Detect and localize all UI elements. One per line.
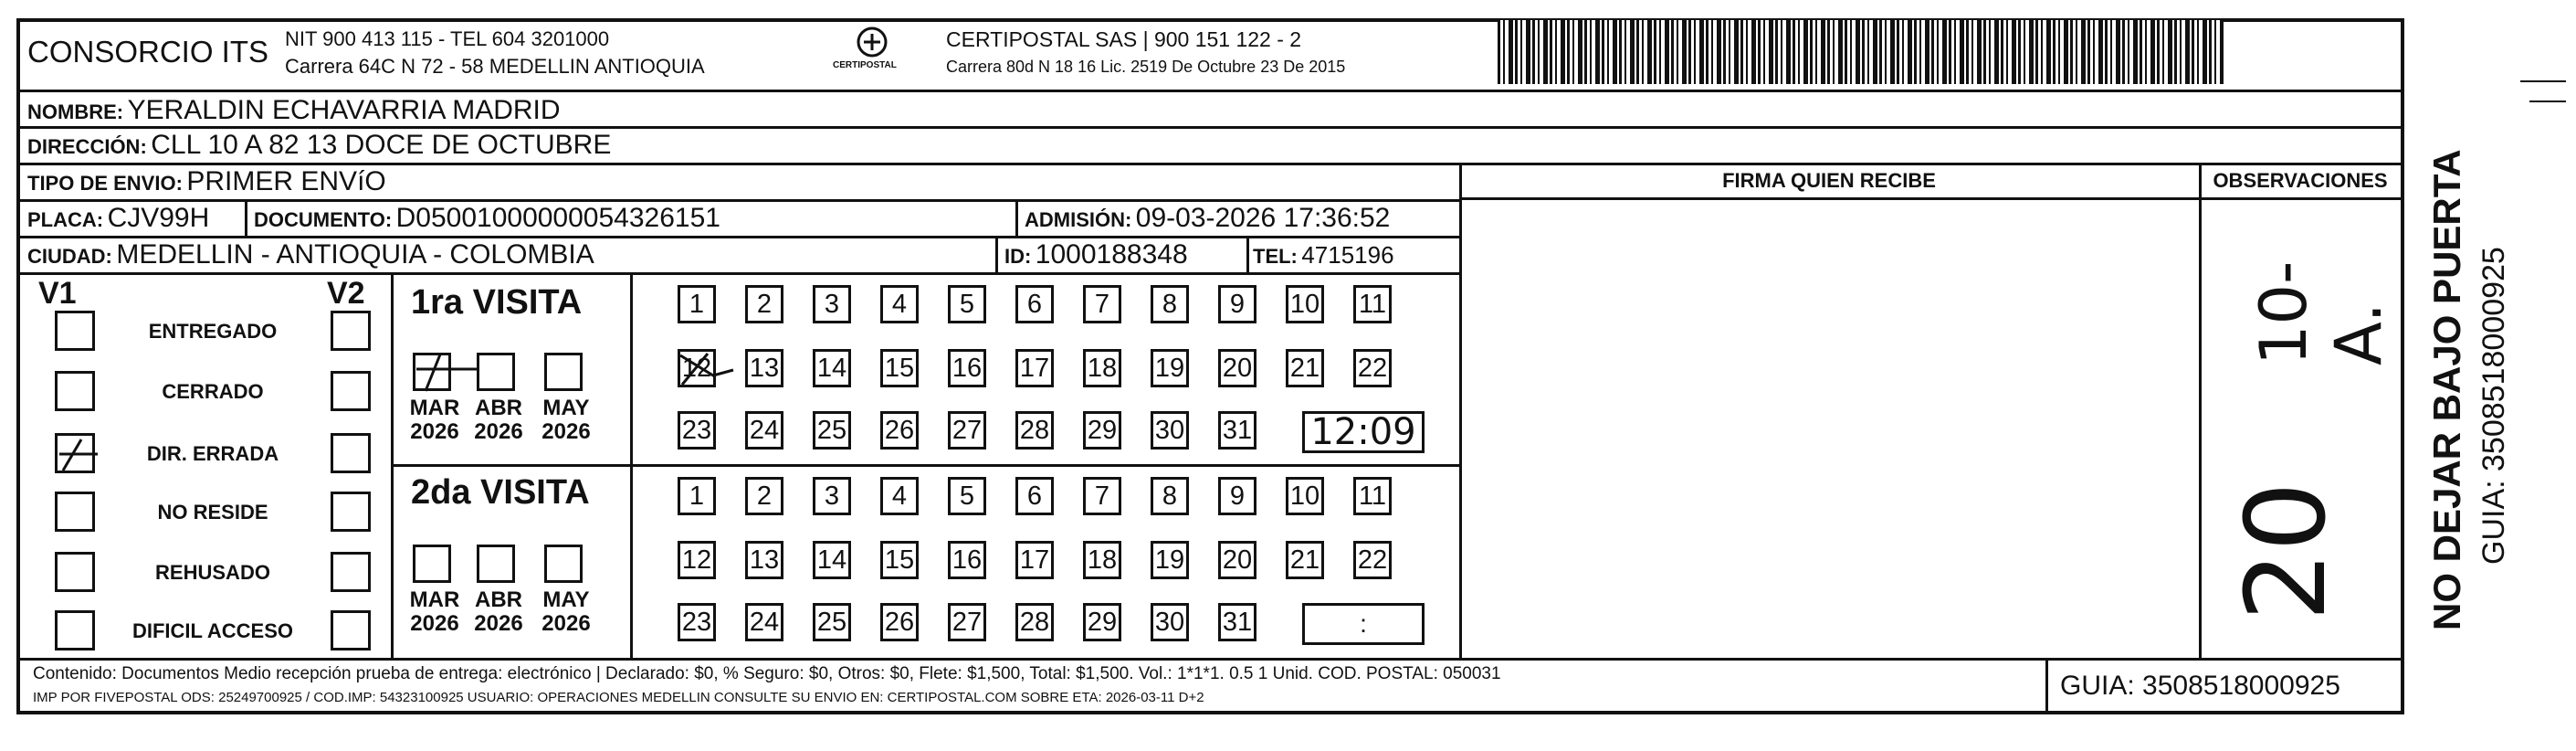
day-box[interactable]: 24 [745, 411, 783, 450]
day-box[interactable]: 18 [1083, 541, 1121, 579]
v1-checkbox[interactable] [55, 610, 95, 651]
company-nit: NIT 900 413 115 - TEL 604 3201000 [285, 27, 610, 50]
month-checkbox[interactable] [413, 353, 451, 391]
day-box[interactable]: 16 [948, 541, 986, 579]
day-box[interactable]: 17 [1015, 349, 1054, 387]
first-visit-time[interactable]: 12:09 [1302, 411, 1425, 453]
day-box[interactable]: 31 [1218, 411, 1256, 450]
v1-checkbox[interactable] [55, 492, 95, 532]
v2-checkbox[interactable] [331, 433, 371, 473]
day-box[interactable]: 23 [678, 603, 716, 641]
placa-field: PLACA: CJV99H [27, 203, 210, 233]
documento-field: DOCUMENTO: D05001000000054326151 [254, 203, 720, 233]
observation-handwriting-1: 10-A. [2246, 260, 2396, 365]
v1-header: V1 [38, 276, 77, 311]
day-box[interactable]: 10 [1286, 285, 1324, 323]
status-label: ENTREGADO [148, 320, 278, 343]
day-box[interactable]: 22 [1353, 349, 1392, 387]
month-checkbox[interactable] [544, 353, 583, 391]
certipostal-logo: CERTIPOSTAL [831, 24, 913, 79]
month-checkbox[interactable] [413, 545, 451, 583]
admision-field: ADMISIÓN: 09-03-2026 17:36:52 [1025, 203, 1391, 233]
day-box[interactable]: 6 [1015, 477, 1054, 515]
day-box[interactable]: 24 [745, 603, 783, 641]
day-box[interactable]: 21 [1286, 349, 1324, 387]
day-box[interactable]: 4 [880, 477, 919, 515]
v1-checkbox[interactable] [55, 552, 95, 592]
v1-checkbox[interactable] [55, 433, 95, 473]
day-box[interactable]: 9 [1218, 477, 1256, 515]
day-box[interactable]: 9 [1218, 285, 1256, 323]
status-label: DIR. ERRADA [146, 442, 279, 465]
day-box[interactable]: 19 [1151, 349, 1189, 387]
day-box[interactable]: 20 [1218, 349, 1256, 387]
second-visit-title: 2da VISITA [411, 473, 590, 512]
day-box[interactable]: 5 [948, 285, 986, 323]
month-label: MAY 2026 [541, 587, 591, 636]
v2-checkbox[interactable] [331, 371, 371, 411]
day-box[interactable]: 1 [678, 285, 716, 323]
month-label: ABR 2026 [474, 587, 523, 636]
day-box[interactable]: 25 [813, 411, 851, 450]
day-box[interactable]: 10 [1286, 477, 1324, 515]
day-box[interactable]: 16 [948, 349, 986, 387]
v2-checkbox[interactable] [331, 311, 371, 351]
day-box[interactable]: 30 [1151, 411, 1189, 450]
month-checkbox[interactable] [477, 353, 515, 391]
day-box[interactable]: 12 [678, 349, 716, 387]
status-label: REHUSADO [155, 561, 270, 584]
day-box[interactable]: 7 [1083, 477, 1121, 515]
footer-contenido: Contenido: Documentos Medio recepción prueba de entrega: electrónico | Declarado: $0, % Seguro: $0, Otros: $0, Flete: $1,500, Total: $1,500. Vol.: 1*1*1. 0.5 1 Unid. COD. POSTAL: 050031 [33, 664, 1501, 683]
month-checkbox[interactable] [544, 545, 583, 583]
status-label: DIFICIL ACCESO [131, 619, 293, 642]
v2-checkbox[interactable] [331, 492, 371, 532]
day-box[interactable]: 20 [1218, 541, 1256, 579]
day-box[interactable]: 13 [745, 541, 783, 579]
divider [16, 90, 2404, 92]
day-box[interactable]: 5 [948, 477, 986, 515]
day-box[interactable]: 12 [678, 541, 716, 579]
day-box[interactable]: 29 [1083, 411, 1121, 450]
day-box[interactable]: 28 [1015, 411, 1054, 450]
footer-imp: IMP POR FIVEPOSTAL ODS: 25249700925 / COD.IMP: 54323100925 USUARIO: OPERACIONES MEDELLIN CONSULTE SU ENVIO EN: CERTIPOSTAL.COM SOBRE ETA: 2026-03-11 D+2 [33, 690, 1204, 705]
v1-checkbox[interactable] [55, 371, 95, 411]
day-box[interactable]: 28 [1015, 603, 1054, 641]
day-box[interactable]: 11 [1353, 477, 1392, 515]
observaciones-header: OBSERVACIONES [2213, 169, 2388, 192]
company-address: Carrera 64C N 72 - 58 MEDELLIN ANTIOQUIA [285, 55, 705, 78]
day-box[interactable]: 30 [1151, 603, 1189, 641]
day-box[interactable]: 2 [745, 477, 783, 515]
id-field: ID: 1000188348 [1004, 239, 1188, 270]
day-box[interactable]: 3 [813, 285, 851, 323]
direccion-field: DIRECCIÓN: CLL 10 A 82 13 DOCE DE OCTUBRE [27, 130, 612, 160]
day-box[interactable]: 14 [813, 349, 851, 387]
day-box[interactable]: 15 [880, 349, 919, 387]
day-box[interactable]: 26 [880, 411, 919, 450]
footer-guia: GUIA: 3508518000925 [2060, 671, 2340, 701]
month-label: ABR 2026 [474, 396, 523, 444]
month-label: MAR 2026 [409, 587, 460, 636]
v2-checkbox[interactable] [331, 552, 371, 592]
day-box[interactable]: 6 [1015, 285, 1054, 323]
observation-handwriting-2: 20 [2224, 481, 2350, 621]
company-name: CONSORCIO ITS [27, 35, 269, 69]
day-box[interactable]: 2 [745, 285, 783, 323]
day-box[interactable]: 23 [678, 411, 716, 450]
day-box[interactable]: 4 [880, 285, 919, 323]
nombre-field: NOMBRE: YERALDIN ECHAVARRIA MADRID [27, 95, 561, 125]
day-box[interactable]: 27 [948, 603, 986, 641]
tel-field: TEL: 4715196 [1253, 241, 1394, 269]
ciudad-field: CIUDAD: MEDELLIN - ANTIOQUIA - COLOMBIA [27, 239, 594, 270]
day-box[interactable]: 11 [1353, 285, 1392, 323]
tipo-envio-field: TIPO DE ENVIO: PRIMER ENVíO [27, 166, 386, 196]
day-box[interactable]: 15 [880, 541, 919, 579]
carrier-address: Carrera 80d N 18 16 Lic. 2519 De Octubre 23 De 2015 [946, 58, 1346, 76]
month-label: MAY 2026 [541, 396, 591, 444]
side-notice: NO DEJAR BAJO PUERTA [2425, 149, 2468, 630]
day-box[interactable]: 26 [880, 603, 919, 641]
month-checkbox[interactable] [477, 545, 515, 583]
day-box[interactable]: 31 [1218, 603, 1256, 641]
barcode [1498, 20, 2224, 84]
day-box[interactable]: 1 [678, 477, 716, 515]
day-box[interactable]: 7 [1083, 285, 1121, 323]
day-box[interactable]: 3 [813, 477, 851, 515]
day-box[interactable]: 8 [1151, 477, 1189, 515]
status-label: CERRADO [162, 380, 264, 403]
day-box[interactable]: 13 [745, 349, 783, 387]
day-box[interactable]: 25 [813, 603, 851, 641]
day-box[interactable]: 18 [1083, 349, 1121, 387]
day-box[interactable]: 29 [1083, 603, 1121, 641]
firma-header: FIRMA QUIEN RECIBE [1722, 169, 1936, 192]
side-guia: GUIA: 3508518000925 [2476, 247, 2511, 565]
day-box[interactable]: 22 [1353, 541, 1392, 579]
v1-checkbox[interactable] [55, 311, 95, 351]
v2-header: V2 [327, 276, 365, 311]
carrier-name: CERTIPOSTAL SAS | 900 151 122 - 2 [946, 27, 1302, 51]
month-label: MAR 2026 [409, 396, 460, 444]
day-box[interactable]: 14 [813, 541, 851, 579]
day-box[interactable]: 21 [1286, 541, 1324, 579]
day-box[interactable]: 17 [1015, 541, 1054, 579]
day-box[interactable]: 8 [1151, 285, 1189, 323]
day-box[interactable]: 27 [948, 411, 986, 450]
status-label: NO RESIDE [157, 501, 268, 524]
first-visit-title: 1ra VISITA [411, 283, 583, 322]
day-box[interactable]: 19 [1151, 541, 1189, 579]
v2-checkbox[interactable] [331, 610, 371, 651]
second-visit-time[interactable]: : [1302, 603, 1425, 645]
